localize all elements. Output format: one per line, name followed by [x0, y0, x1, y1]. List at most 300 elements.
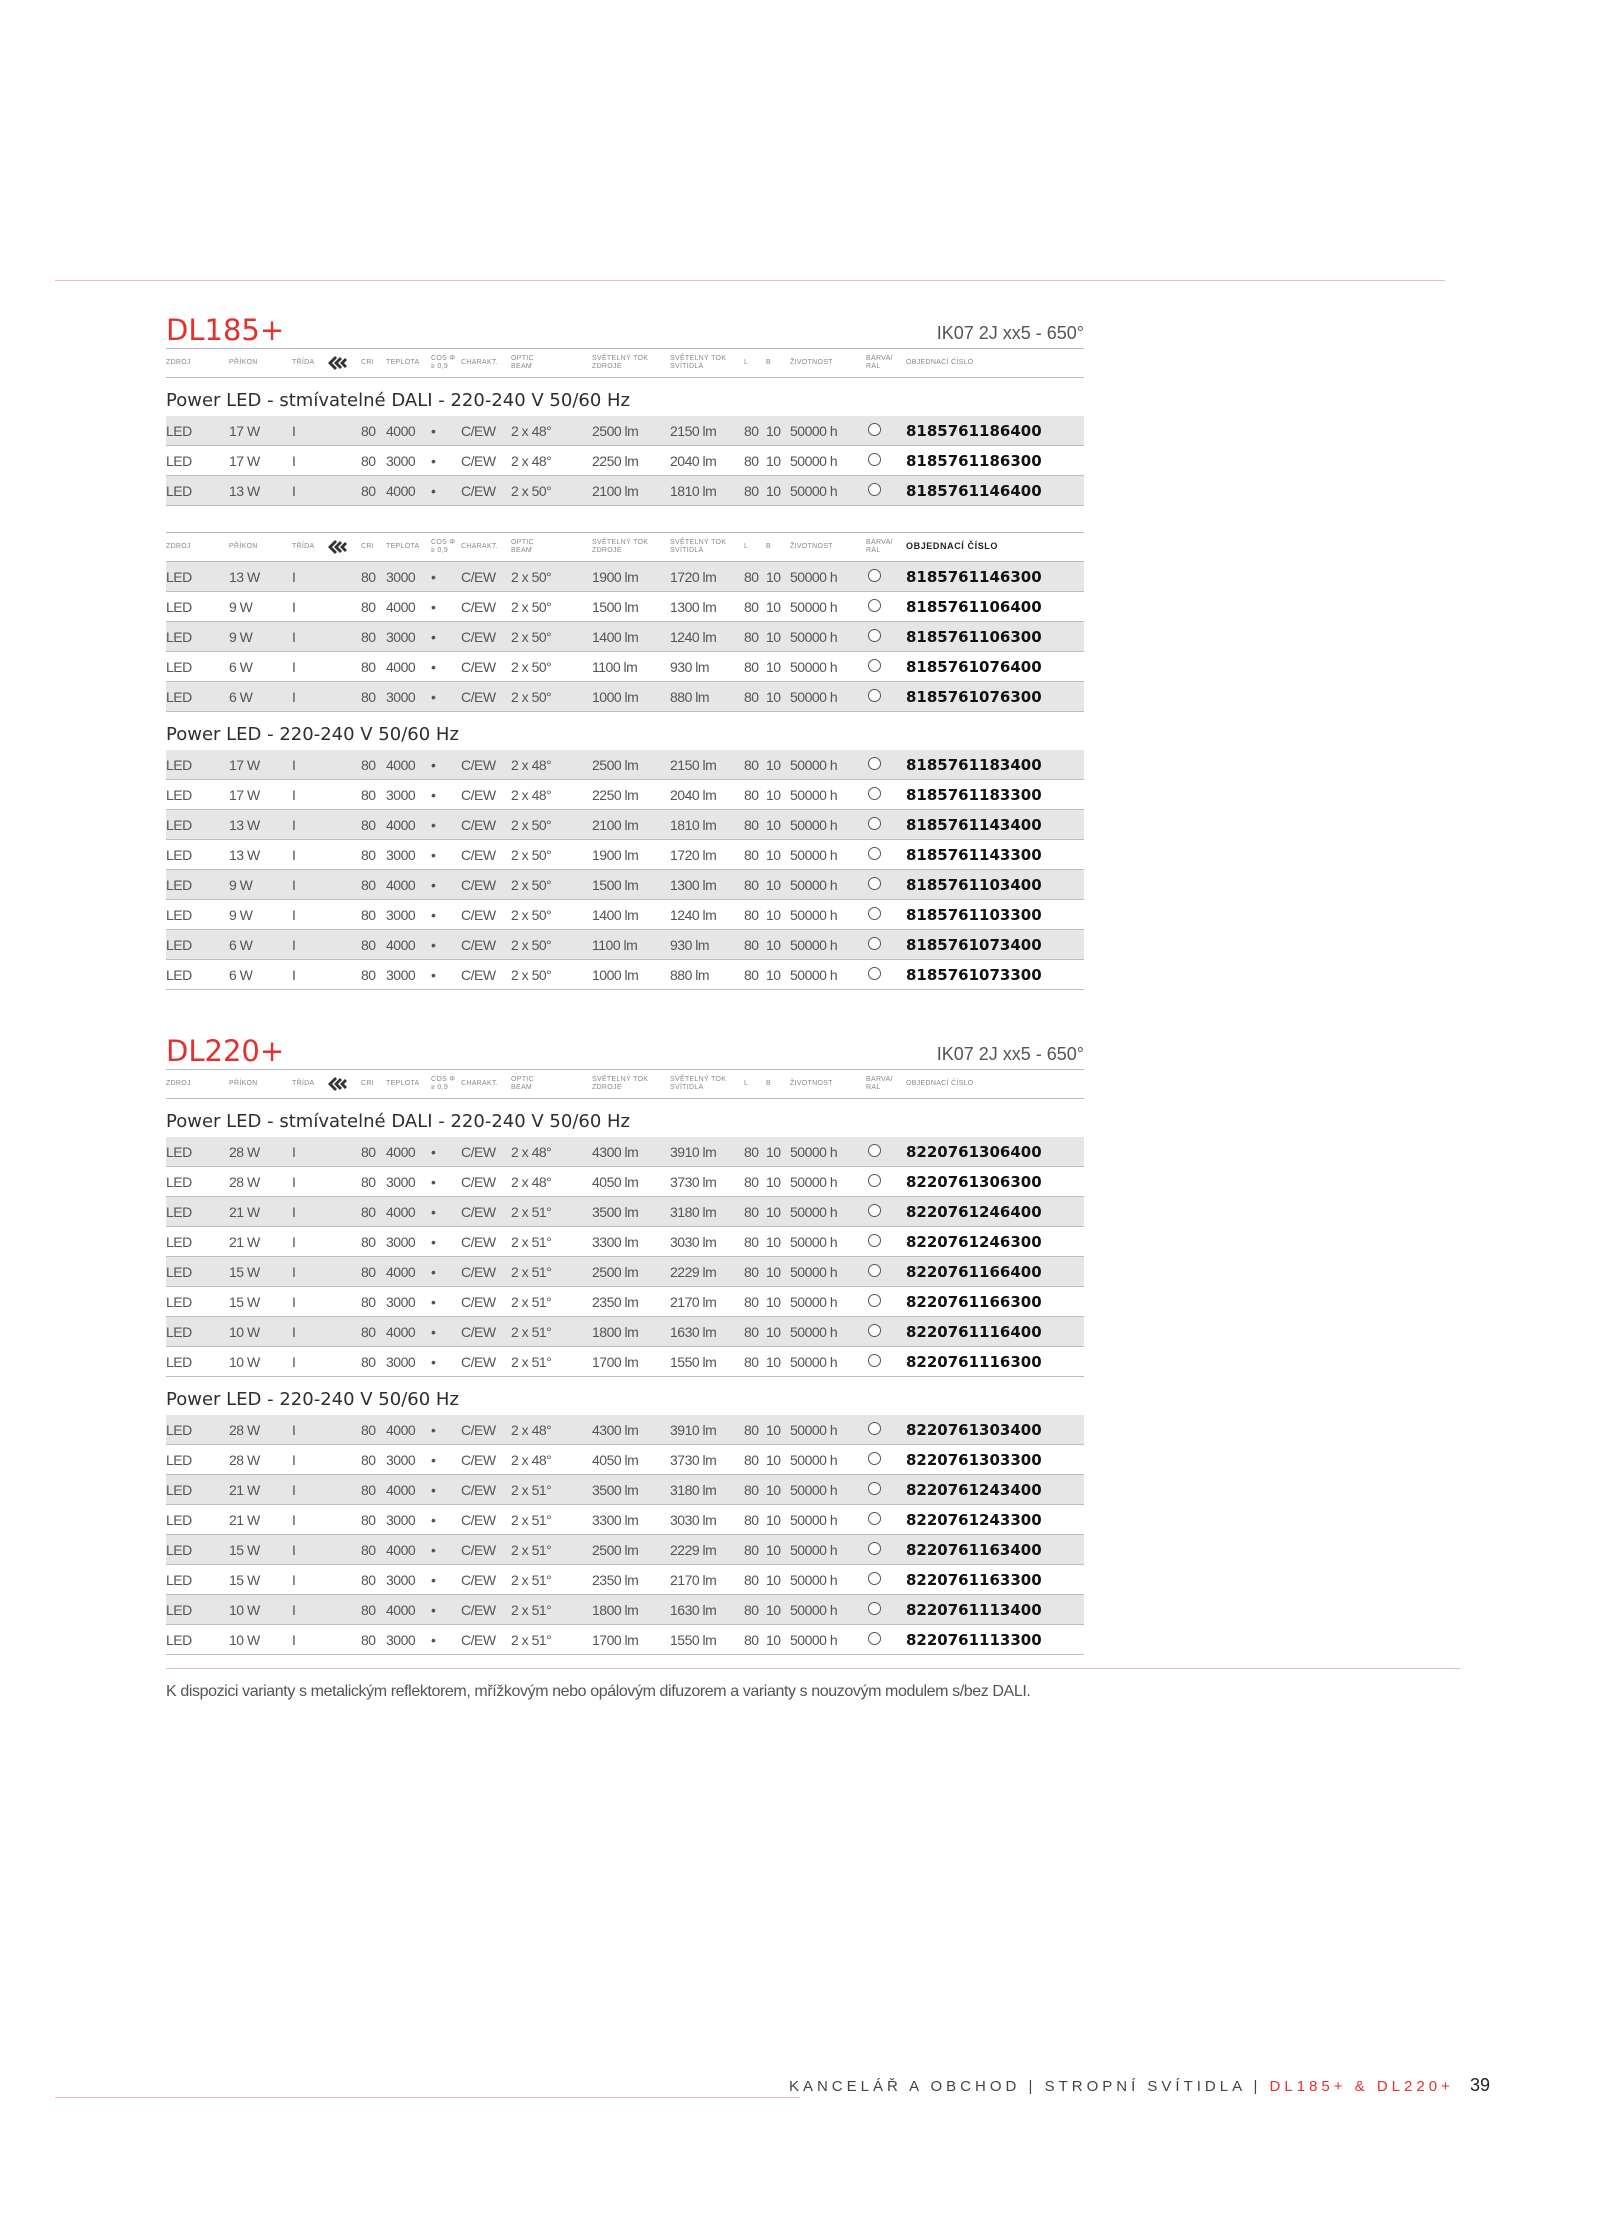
cell-characteristic: C/EW [461, 423, 496, 439]
footer-subcategory: STROPNÍ SVÍTIDLA [1044, 2078, 1246, 2095]
cell-cos-phi: • [431, 569, 436, 585]
cell-cri: 80 [361, 1324, 376, 1340]
cell-order-code: 8220761113300 [906, 1631, 1042, 1649]
cell-beam: 2 x 50° [511, 817, 552, 833]
cell-temperature: 4000 [386, 1482, 416, 1498]
cell-beam: 2 x 51° [511, 1512, 552, 1528]
section-title: DL220+ [166, 1034, 285, 1068]
cell-temperature: 4000 [386, 1602, 416, 1618]
cell-temperature: 4000 [386, 1144, 416, 1160]
cell-power: 10 W [229, 1324, 260, 1340]
cell-source: LED [166, 629, 192, 645]
cell-temperature: 4000 [386, 1542, 416, 1558]
cell-temperature: 3000 [386, 689, 416, 705]
cell-source: LED [166, 1452, 192, 1468]
cell-lifetime: 50000 h [790, 1264, 838, 1280]
cell-source-flux: 1400 lm [592, 629, 639, 645]
cell-class: I [292, 1294, 296, 1310]
cell-power: 13 W [229, 817, 260, 833]
ral-white-circle-icon [868, 907, 881, 920]
cell-class: I [292, 1422, 296, 1438]
cell-length: 80 [744, 817, 759, 833]
table-row [166, 1167, 1084, 1197]
ral-white-circle-icon [868, 1512, 881, 1525]
header-cri: CRI [361, 543, 374, 550]
cell-power: 17 W [229, 787, 260, 803]
cell-cri: 80 [361, 1144, 376, 1160]
header-barva [866, 355, 893, 371]
cell-lifetime: 50000 h [790, 1422, 838, 1438]
cell-beam: 2 x 51° [511, 1234, 552, 1250]
cell-source: LED [166, 757, 192, 773]
cell-power: 13 W [229, 847, 260, 863]
ral-white-circle-icon [868, 817, 881, 830]
cell-order-code: 8185761073300 [906, 966, 1042, 984]
header-cos [431, 1076, 455, 1092]
header-cos [431, 539, 455, 555]
cell-beam: 2 x 48° [511, 423, 552, 439]
cell-order-code: 8185761186400 [906, 422, 1042, 440]
cell-lifetime: 50000 h [790, 1174, 838, 1190]
cell-luminaire-flux: 2150 lm [670, 423, 717, 439]
cell-temperature: 4000 [386, 423, 416, 439]
header-line: SVÍTIDLA [670, 1084, 704, 1091]
cell-width: 10 [766, 1174, 781, 1190]
cell-cri: 80 [361, 967, 376, 983]
cell-lifetime: 50000 h [790, 877, 838, 893]
cell-width: 10 [766, 569, 781, 585]
header-line: ZDROJE [592, 1084, 622, 1091]
table-row [166, 1625, 1084, 1655]
cell-beam: 2 x 48° [511, 1422, 552, 1438]
cell-class: I [292, 1632, 296, 1648]
product-table [166, 348, 1084, 990]
ral-white-circle-icon [868, 1422, 881, 1435]
cell-power: 21 W [229, 1204, 260, 1220]
cell-cos-phi: • [431, 1174, 436, 1190]
cell-lifetime: 50000 h [790, 1512, 838, 1528]
cell-source-flux: 3500 lm [592, 1482, 639, 1498]
header-zdroj: ZDROJ [166, 359, 191, 366]
table-row [166, 592, 1084, 622]
cell-length: 80 [744, 757, 759, 773]
header-b: B [766, 543, 771, 550]
cell-temperature: 3000 [386, 787, 416, 803]
table-row [166, 562, 1084, 592]
cell-characteristic: C/EW [461, 1294, 496, 1310]
ral-white-circle-icon [868, 1482, 881, 1495]
cell-order-code: 8220761116300 [906, 1353, 1042, 1371]
cell-order-code: 8220761303400 [906, 1421, 1042, 1439]
cell-cos-phi: • [431, 967, 436, 983]
cell-temperature: 4000 [386, 599, 416, 615]
cell-source: LED [166, 599, 192, 615]
table-row [166, 1415, 1084, 1445]
block-spacer [166, 506, 1084, 532]
header-cos [431, 355, 455, 371]
header-line: BARVA/ [866, 1076, 893, 1083]
variants-note: K dispozici varianty s metalickým reflektorem, mřížkovým nebo opálovým difuzorem a varianty s nouzovým modulem s/bez DALI. [166, 1683, 1031, 1700]
cell-characteristic: C/EW [461, 1452, 496, 1468]
cell-characteristic: C/EW [461, 1264, 496, 1280]
cell-cos-phi: • [431, 1542, 436, 1558]
group-title [166, 1377, 1084, 1415]
cell-order-code: 8220761246400 [906, 1203, 1042, 1221]
group-title [166, 1099, 1084, 1137]
table-row [166, 622, 1084, 652]
cell-temperature: 3000 [386, 453, 416, 469]
cell-order-code: 8185761143400 [906, 816, 1042, 834]
ral-white-circle-icon [868, 1264, 881, 1277]
cell-temperature: 3000 [386, 907, 416, 923]
cell-order-code: 8220761166300 [906, 1293, 1042, 1311]
cell-characteristic: C/EW [461, 1324, 496, 1340]
cell-length: 80 [744, 1452, 759, 1468]
cell-cos-phi: • [431, 1354, 436, 1370]
cell-lifetime: 50000 h [790, 1452, 838, 1468]
cell-length: 80 [744, 659, 759, 675]
cell-length: 80 [744, 689, 759, 705]
cell-lifetime: 50000 h [790, 787, 838, 803]
header-optic [511, 1076, 534, 1092]
cell-lifetime: 50000 h [790, 1632, 838, 1648]
cell-source: LED [166, 1294, 192, 1310]
cell-source: LED [166, 1234, 192, 1250]
table-row [166, 870, 1084, 900]
cell-source: LED [166, 569, 192, 585]
cell-luminaire-flux: 2040 lm [670, 787, 717, 803]
cell-luminaire-flux: 1630 lm [670, 1602, 717, 1618]
cell-length: 80 [744, 967, 759, 983]
cell-beam: 2 x 51° [511, 1204, 552, 1220]
cell-source: LED [166, 967, 192, 983]
cell-class: I [292, 757, 296, 773]
header-line: OPTIC [511, 355, 534, 362]
cell-source: LED [166, 907, 192, 923]
header-zivotnost: ŽIVOTNOST [790, 1080, 833, 1087]
cell-class: I [292, 629, 296, 645]
section-dl220 [166, 1033, 1084, 1673]
cell-width: 10 [766, 937, 781, 953]
cell-order-code: 8220761243400 [906, 1481, 1042, 1499]
cell-cos-phi: • [431, 689, 436, 705]
cell-lifetime: 50000 h [790, 1294, 838, 1310]
cell-cos-phi: • [431, 1144, 436, 1160]
group-title-text: Power LED - stmívatelné DALI - 220-240 V 50/60 Hz [166, 390, 631, 411]
header-zivotnost: ŽIVOTNOST [790, 359, 833, 366]
header-line: RAL [866, 363, 881, 370]
ral-white-circle-icon [868, 1354, 881, 1367]
ral-white-circle-icon [868, 659, 881, 672]
section-dl185 [166, 312, 1084, 992]
cell-cos-phi: • [431, 1422, 436, 1438]
cell-luminaire-flux: 1630 lm [670, 1324, 717, 1340]
ral-white-circle-icon [868, 1294, 881, 1307]
ral-white-circle-icon [868, 967, 881, 980]
cell-luminaire-flux: 1810 lm [670, 817, 717, 833]
cell-power: 9 W [229, 907, 253, 923]
table-header [166, 1069, 1084, 1099]
table-row [166, 960, 1084, 990]
cell-cos-phi: • [431, 1632, 436, 1648]
ral-white-circle-icon [868, 689, 881, 702]
cell-characteristic: C/EW [461, 1602, 496, 1618]
cell-class: I [292, 1204, 296, 1220]
cell-luminaire-flux: 1240 lm [670, 629, 717, 645]
cell-characteristic: C/EW [461, 1422, 496, 1438]
cell-source-flux: 1700 lm [592, 1632, 639, 1648]
cell-power: 6 W [229, 689, 253, 705]
cell-characteristic: C/EW [461, 1512, 496, 1528]
cell-temperature: 3000 [386, 1234, 416, 1250]
header-line: COS Φ [431, 1076, 456, 1083]
cell-cos-phi: • [431, 877, 436, 893]
header-charakt: CHARAKT. [461, 543, 499, 550]
header-cri: CRI [361, 1080, 374, 1087]
cell-cri: 80 [361, 423, 376, 439]
page-footer [789, 2075, 1490, 2096]
cell-characteristic: C/EW [461, 967, 496, 983]
header-tok-zdroje [592, 355, 648, 371]
cell-class: I [292, 877, 296, 893]
cell-source-flux: 2500 lm [592, 757, 639, 773]
cell-width: 10 [766, 1324, 781, 1340]
cell-order-code: 8220761163400 [906, 1541, 1042, 1559]
cell-width: 10 [766, 1572, 781, 1588]
cell-source-flux: 2500 lm [592, 1542, 639, 1558]
cell-cos-phi: • [431, 1572, 436, 1588]
cell-class: I [292, 847, 296, 863]
cell-temperature: 3000 [386, 1572, 416, 1588]
cell-source: LED [166, 1144, 192, 1160]
ral-white-circle-icon [868, 1572, 881, 1585]
cell-order-code: 8220761246300 [906, 1233, 1042, 1251]
cell-class: I [292, 787, 296, 803]
cell-power: 9 W [229, 599, 253, 615]
cell-lifetime: 50000 h [790, 1542, 838, 1558]
cell-beam: 2 x 48° [511, 1144, 552, 1160]
group-title-text: Power LED - 220-240 V 50/60 Hz [166, 1389, 459, 1410]
header-optic [511, 539, 534, 555]
cell-temperature: 3000 [386, 1174, 416, 1190]
cell-order-code: 8185761183400 [906, 756, 1042, 774]
table-header [166, 348, 1084, 378]
cell-source: LED [166, 483, 192, 499]
cell-cri: 80 [361, 1572, 376, 1588]
cell-luminaire-flux: 930 lm [670, 937, 710, 953]
cell-width: 10 [766, 1482, 781, 1498]
cell-temperature: 3000 [386, 1452, 416, 1468]
cell-temperature: 3000 [386, 629, 416, 645]
header-line: OPTIC [511, 539, 534, 546]
table-row [166, 1445, 1084, 1475]
table-row [166, 1287, 1084, 1317]
cell-cri: 80 [361, 1204, 376, 1220]
cell-class: I [292, 1144, 296, 1160]
header-line: SVĚTELNÝ TOK [670, 355, 727, 362]
cell-cos-phi: • [431, 1512, 436, 1528]
cell-lifetime: 50000 h [790, 629, 838, 645]
header-line: BARVA/ [866, 355, 893, 362]
footer-separator: | [1253, 2078, 1262, 2095]
cell-temperature: 4000 [386, 1422, 416, 1438]
cell-width: 10 [766, 1452, 781, 1468]
cell-beam: 2 x 48° [511, 1174, 552, 1190]
cell-cri: 80 [361, 1632, 376, 1648]
header-barva [866, 1076, 893, 1092]
cell-beam: 2 x 48° [511, 757, 552, 773]
cell-cri: 80 [361, 847, 376, 863]
ral-white-circle-icon [868, 453, 881, 466]
header-line: BEAM [511, 547, 533, 554]
cell-order-code: 8185761183300 [906, 786, 1042, 804]
cell-lifetime: 50000 h [790, 483, 838, 499]
cell-length: 80 [744, 1354, 759, 1370]
cell-length: 80 [744, 629, 759, 645]
cell-source: LED [166, 1264, 192, 1280]
header-line: COS Φ [431, 355, 456, 362]
group-title [166, 712, 1084, 750]
cell-luminaire-flux: 3030 lm [670, 1512, 717, 1528]
header-teplota: TEPLOTA [386, 359, 420, 366]
header-trida: TŘÍDA [292, 359, 315, 366]
cell-source-flux: 2100 lm [592, 817, 639, 833]
cell-lifetime: 50000 h [790, 1234, 838, 1250]
cell-lifetime: 50000 h [790, 1354, 838, 1370]
cell-temperature: 4000 [386, 1324, 416, 1340]
cell-beam: 2 x 50° [511, 877, 552, 893]
cell-beam: 2 x 51° [511, 1264, 552, 1280]
cell-source: LED [166, 689, 192, 705]
header-optic [511, 355, 534, 371]
cell-cos-phi: • [431, 1294, 436, 1310]
table-row [166, 476, 1084, 506]
cell-characteristic: C/EW [461, 817, 496, 833]
cell-beam: 2 x 50° [511, 659, 552, 675]
table-row [166, 652, 1084, 682]
cell-source: LED [166, 817, 192, 833]
cell-cri: 80 [361, 629, 376, 645]
ral-white-circle-icon [868, 847, 881, 860]
cell-lifetime: 50000 h [790, 937, 838, 953]
cell-cri: 80 [361, 757, 376, 773]
header-objednaci: OBJEDNACÍ ČÍSLO [906, 541, 999, 551]
cell-cos-phi: • [431, 847, 436, 863]
cell-source-flux: 2350 lm [592, 1572, 639, 1588]
cell-beam: 2 x 51° [511, 1542, 552, 1558]
cell-cos-phi: • [431, 1452, 436, 1468]
cell-cri: 80 [361, 877, 376, 893]
cell-source-flux: 2250 lm [592, 453, 639, 469]
ral-white-circle-icon [868, 757, 881, 770]
cell-lifetime: 50000 h [790, 1204, 838, 1220]
cell-cos-phi: • [431, 937, 436, 953]
cell-temperature: 4000 [386, 1204, 416, 1220]
dust-protection-icon [326, 353, 348, 373]
cell-characteristic: C/EW [461, 787, 496, 803]
cell-cri: 80 [361, 1234, 376, 1250]
cell-power: 13 W [229, 483, 260, 499]
cell-class: I [292, 907, 296, 923]
cell-cos-phi: • [431, 453, 436, 469]
cell-cos-phi: • [431, 907, 436, 923]
cell-characteristic: C/EW [461, 599, 496, 615]
header-zivotnost: ŽIVOTNOST [790, 543, 833, 550]
table-row [166, 416, 1084, 446]
cell-order-code: 8220761116400 [906, 1323, 1042, 1341]
cell-source-flux: 2250 lm [592, 787, 639, 803]
cell-characteristic: C/EW [461, 1632, 496, 1648]
cell-length: 80 [744, 1512, 759, 1528]
cell-cri: 80 [361, 1482, 376, 1498]
cell-source-flux: 1700 lm [592, 1354, 639, 1370]
header-line: SVĚTELNÝ TOK [670, 539, 727, 546]
cell-beam: 2 x 50° [511, 937, 552, 953]
cell-source-flux: 2500 lm [592, 423, 639, 439]
cell-source: LED [166, 937, 192, 953]
cell-length: 80 [744, 877, 759, 893]
cell-luminaire-flux: 2040 lm [670, 453, 717, 469]
ral-white-circle-icon [868, 937, 881, 950]
header-l: L [744, 543, 749, 550]
header-barva [866, 539, 893, 555]
cell-lifetime: 50000 h [790, 967, 838, 983]
cell-cri: 80 [361, 1542, 376, 1558]
cell-beam: 2 x 50° [511, 483, 552, 499]
cell-width: 10 [766, 599, 781, 615]
cell-power: 6 W [229, 937, 253, 953]
cell-temperature: 4000 [386, 817, 416, 833]
cell-power: 9 W [229, 629, 253, 645]
header-tok-svitidla [670, 1076, 726, 1092]
cell-width: 10 [766, 1632, 781, 1648]
header-line: SVĚTELNÝ TOK [592, 355, 649, 362]
header-l: L [744, 359, 749, 366]
cell-class: I [292, 483, 296, 499]
cell-beam: 2 x 51° [511, 1294, 552, 1310]
cell-order-code: 8185761076400 [906, 658, 1042, 676]
cell-lifetime: 50000 h [790, 689, 838, 705]
header-line: ≥ 0,9 [431, 1084, 449, 1091]
cell-characteristic: C/EW [461, 757, 496, 773]
cell-source: LED [166, 1204, 192, 1220]
cell-width: 10 [766, 757, 781, 773]
cell-width: 10 [766, 847, 781, 863]
cell-source-flux: 3300 lm [592, 1234, 639, 1250]
cell-length: 80 [744, 1264, 759, 1280]
cell-luminaire-flux: 3180 lm [670, 1204, 717, 1220]
cell-length: 80 [744, 1482, 759, 1498]
cell-order-code: 8185761186300 [906, 452, 1042, 470]
cell-cri: 80 [361, 453, 376, 469]
cell-beam: 2 x 51° [511, 1632, 552, 1648]
cell-length: 80 [744, 937, 759, 953]
cell-cos-phi: • [431, 1324, 436, 1340]
cell-source-flux: 3500 lm [592, 1204, 639, 1220]
header-line: SVĚTELNÝ TOK [592, 1076, 649, 1083]
cell-class: I [292, 1324, 296, 1340]
cell-characteristic: C/EW [461, 1354, 496, 1370]
cell-beam: 2 x 50° [511, 907, 552, 923]
cell-temperature: 3000 [386, 967, 416, 983]
cell-source: LED [166, 1482, 192, 1498]
footer-products: DL185+ & DL220+ [1269, 2078, 1454, 2095]
cell-characteristic: C/EW [461, 907, 496, 923]
cell-lifetime: 50000 h [790, 907, 838, 923]
cell-power: 15 W [229, 1264, 260, 1280]
cell-width: 10 [766, 1602, 781, 1618]
ral-white-circle-icon [868, 1174, 881, 1187]
